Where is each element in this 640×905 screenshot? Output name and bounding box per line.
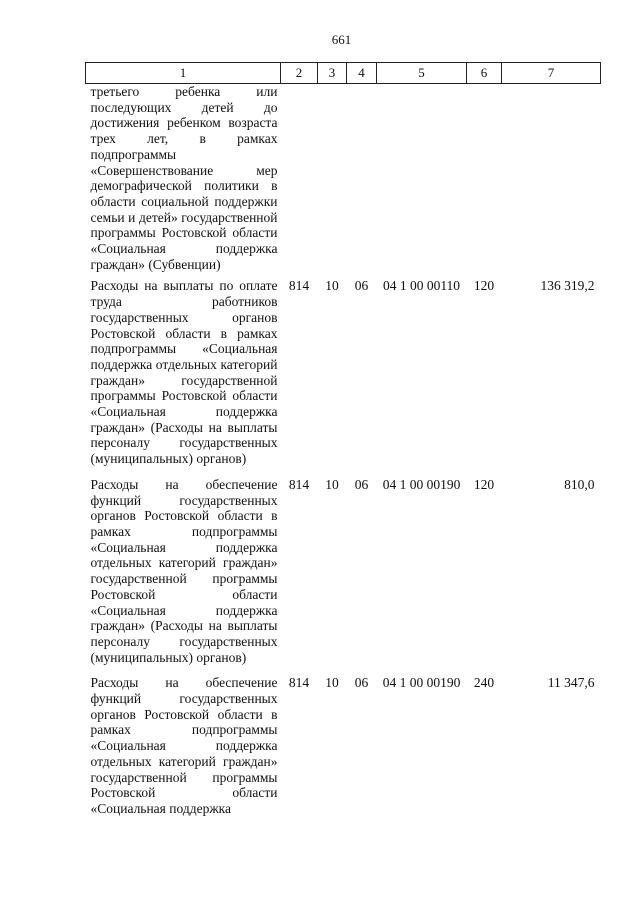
row-description: третьего ребенка или последующих детей до достижения ребенком возраста трех лет, в рамках подпрограммы «Совершенствование мер демографической политики в области социальной поддержки семьи и детей» государственной программы Ростовской области «Социальная поддержка граждан» (Субвенции) — [90, 84, 278, 272]
page-number: 661 — [331, 32, 352, 47]
row-col-3 — [318, 84, 347, 273]
table-row — [86, 272, 601, 470]
row-col-6: 120 — [473, 278, 495, 294]
row-col-2 — [281, 84, 318, 273]
header-cell-2: 2 — [281, 63, 318, 84]
header-cell-7: 7 — [502, 63, 601, 84]
budget-table — [85, 62, 601, 821]
row-col-3: 10 — [325, 476, 339, 492]
header-cell-4: 4 — [347, 63, 377, 84]
row-description: Расходы на обеспечение функций государственных органов Ростовской области в рамках подпрограммы «Социальная поддержка отдельных категорий граждан» государственной программы Ростовской области «Социальная поддержка граждан» (Расходы на выплаты персоналу государственных (муниципальных) органов) — [90, 476, 278, 665]
row-col-4: 06 — [354, 278, 369, 294]
row-col-2: 814 — [288, 278, 310, 294]
row-col-3: 10 — [325, 278, 339, 294]
row-col-2: 814 — [288, 675, 310, 691]
row-col-5 — [377, 84, 467, 273]
row-col-6: 120 — [473, 476, 495, 492]
row-col-6 — [467, 84, 502, 273]
table-row — [86, 84, 601, 273]
row-amount: 810,0 — [564, 476, 595, 492]
header-cell-1: 1 — [86, 63, 281, 84]
header-cell-3: 3 — [318, 63, 347, 84]
row-col-4 — [347, 84, 377, 273]
table-header — [86, 63, 601, 84]
row-col-5: 04 1 00 00190 — [382, 476, 461, 492]
row-description: Расходы на обеспечение функций государственных органов Ростовской области в рамках подпрограммы «Социальная поддержка отдельных категорий граждан» государственной программы Ростовской области «Социальная поддержка — [90, 675, 278, 816]
row-amount — [502, 84, 601, 273]
row-col-2: 814 — [288, 476, 310, 492]
header-row — [86, 63, 601, 84]
row-amount: 11 347,6 — [547, 675, 595, 691]
row-col-4: 06 — [354, 476, 369, 492]
row-amount: 136 319,2 — [540, 278, 595, 294]
row-description: Расходы на выплаты по оплате труда работников государственных органов Ростовской области в рамках подпрограммы «Социальная поддержка отдельных категорий граждан» государственной программы Ростовской области «Социальная поддержка граждан» (Расходы на выплаты персоналу государственных (муниципальных) органов) — [90, 278, 278, 467]
row-col-5: 04 1 00 00110 — [382, 278, 461, 294]
table-row — [86, 471, 601, 669]
row-col-3: 10 — [325, 675, 339, 691]
header-cell-6: 6 — [467, 63, 502, 84]
table-row — [86, 669, 601, 820]
row-col-6: 240 — [473, 675, 495, 691]
row-col-5: 04 1 00 00190 — [382, 675, 461, 691]
header-cell-5: 5 — [377, 63, 467, 84]
row-col-4: 06 — [354, 675, 369, 691]
